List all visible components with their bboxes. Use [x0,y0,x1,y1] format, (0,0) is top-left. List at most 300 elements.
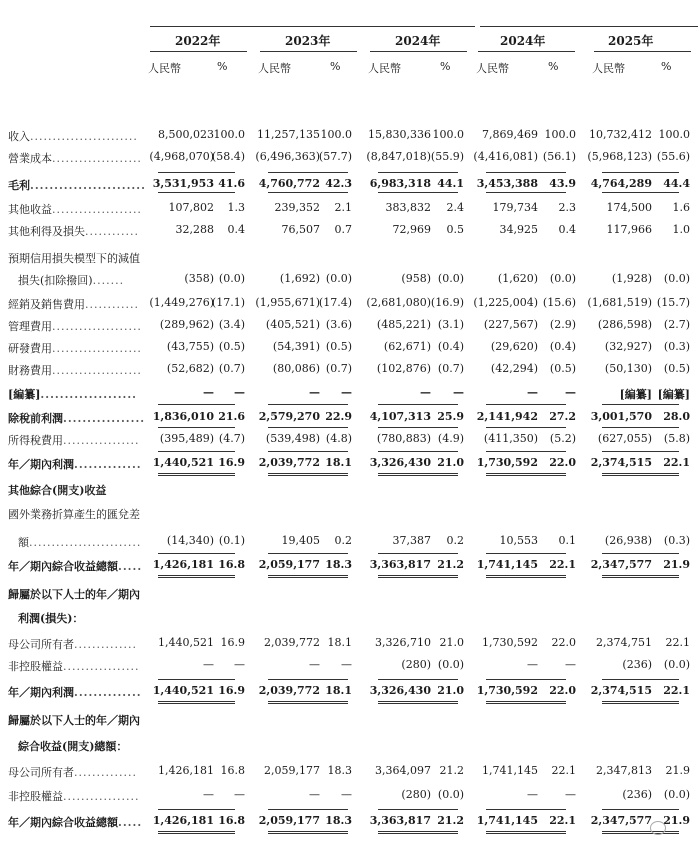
table-cell: (0.4) [549,340,576,353]
table-cell: (4.9) [437,432,464,445]
single-rule [205,553,235,554]
single-rule [318,192,348,193]
table-cell: — [527,386,538,399]
table-cell: 22.1 [551,764,576,777]
double-rule [318,473,348,476]
table-cell: (0.0) [663,272,690,285]
table-cell: (3.1) [437,318,464,331]
row-label: 其他收益.................... [8,203,142,216]
table-cell: 2.4 [446,201,464,214]
double-rule [318,831,348,834]
double-rule [205,831,235,834]
table-cell: 0.1 [558,534,576,547]
row-label: 歸屬於以下人士的年／期內 [8,714,140,727]
table-cell: (6,496,363) [255,150,320,163]
table-cell: 22.0 [551,636,576,649]
double-rule [428,575,458,578]
table-cell: 0.4 [227,223,245,236]
table-cell: (62,671) [383,340,431,353]
table-cell: 3,531,953 [152,177,214,190]
table-cell: (43,755) [166,340,214,353]
table-cell: 10,732,412 [589,128,652,141]
year-rule-2 [370,51,467,52]
table-cell: 34,925 [499,223,538,236]
single-rule [318,172,348,173]
table-cell: — [203,658,214,671]
table-cell: 19,405 [281,534,320,547]
single-rule [649,427,679,428]
table-cell: 41.6 [218,177,245,190]
row-label: 歸屬於以下人士的年／期內 [8,588,140,601]
currency-header-0: 人民幣 [148,62,181,75]
single-rule [205,427,235,428]
currency-header-3: 人民幣 [476,62,509,75]
table-cell: — [309,788,320,801]
row-label: 經銷及銷售費用............ [8,298,139,311]
table-cell: 3,326,710 [375,636,431,649]
table-cell: (539,498) [265,432,320,445]
table-cell: 18.3 [325,558,352,571]
table-cell: (0.3) [663,340,690,353]
table-cell: 239,352 [274,201,320,214]
table-cell: (3.6) [325,318,352,331]
table-cell: — [309,386,320,399]
row-label: 損失(扣除撥回)....... [18,274,125,287]
table-cell: (4.8) [325,432,352,445]
table-cell: 2.3 [558,201,576,214]
table-cell: (286,598) [597,318,652,331]
table-cell: 21.0 [437,456,464,469]
row-label: 非控股權益................. [8,790,140,803]
table-cell: 0.7 [334,223,352,236]
table-cell: 16.9 [218,684,245,697]
table-cell: 1,440,521 [152,456,214,469]
row-label: 毛利........................ [8,179,146,192]
table-cell: 2,374,515 [590,684,652,697]
single-rule [318,553,348,554]
table-cell: (17.1) [211,296,245,309]
table-cell: (5,968,123) [587,150,652,163]
table-cell: 2,039,772 [258,684,320,697]
double-rule [428,831,458,834]
table-cell: — [565,658,576,671]
table-cell: (0.0) [437,788,464,801]
table-cell: (1,681,519) [587,296,652,309]
table-cell: 27.2 [549,410,576,423]
single-rule [318,427,348,428]
table-cell: 21.9 [663,814,690,827]
table-cell: 18.1 [325,684,352,697]
single-rule [205,451,235,452]
single-rule [428,172,458,173]
table-cell: (1,955,671) [255,296,320,309]
single-rule [536,451,566,452]
table-cell: 18.3 [325,814,352,827]
table-cell: (958) [401,272,431,285]
row-label: 年／期內綜合收益總額..... [8,816,143,829]
single-rule [428,427,458,428]
table-cell: (2.9) [549,318,576,331]
table-cell: 37,387 [392,534,431,547]
table-cell: 22.0 [549,456,576,469]
table-cell: 2,059,177 [264,764,320,777]
table-cell: — [234,658,245,671]
table-cell: 18.3 [327,764,352,777]
table-cell: 44.4 [663,177,690,190]
pct-header-3: % [548,60,559,73]
watermark-icon [650,821,666,835]
row-label: 財務費用.................... [8,364,142,377]
single-rule [205,404,235,405]
table-cell: — [203,788,214,801]
year-header-3: 2024年 [500,34,546,48]
double-rule [649,701,679,704]
table-cell: (52,682) [166,362,214,375]
table-cell: 76,507 [281,223,320,236]
double-rule [205,575,235,578]
table-cell: 1,440,521 [152,684,214,697]
row-label: 利潤(損失)： [18,612,84,625]
pct-header-0: % [217,60,228,73]
single-rule [428,451,458,452]
table-cell: (58.4) [211,150,245,163]
table-cell: 21.9 [663,558,690,571]
table-cell: — [565,788,576,801]
row-label: 除稅前利潤................. [8,412,146,425]
double-rule [536,831,566,834]
table-cell: (3.4) [218,318,245,331]
table-cell: (0.7) [325,362,352,375]
table-cell: 0.4 [558,223,576,236]
table-cell: 1.6 [672,201,690,214]
table-cell: — [453,386,464,399]
table-cell: 16.8 [218,814,245,827]
table-cell: — [527,658,538,671]
row-label: 年／期內利潤.............. [8,686,142,699]
single-rule [428,809,458,810]
table-cell: 2,347,577 [590,814,652,827]
double-rule [536,575,566,578]
table-cell: 21.2 [439,764,464,777]
row-label: 母公司所有者.............. [8,638,137,651]
table-cell: 16.8 [218,558,245,571]
table-cell: 1,440,521 [158,636,214,649]
single-rule [649,404,679,405]
row-label: 研發費用.................... [8,342,142,355]
table-cell: (395,489) [159,432,214,445]
header-rule-year [150,26,475,27]
table-cell: (5.8) [663,432,690,445]
table-cell: 1,741,145 [476,558,538,571]
row-label: 管理費用.................... [8,320,142,333]
single-rule [205,172,235,173]
year-header-4: 2025年 [608,34,654,48]
table-cell: (405,521) [265,318,320,331]
single-rule [649,172,679,173]
single-rule [318,404,348,405]
table-cell: (0.7) [218,362,245,375]
row-label: [編纂].................... [8,388,138,401]
table-cell: 2,579,270 [258,410,320,423]
single-rule [649,192,679,193]
table-cell: (0.3) [663,534,690,547]
table-cell: — [565,386,576,399]
table-cell: 3,001,570 [590,410,652,423]
table-cell: 16.8 [220,764,245,777]
table-cell: 32,288 [175,223,214,236]
table-cell: 25.9 [437,410,464,423]
row-label: 非控股權益................. [8,660,140,673]
year-header-2: 2024年 [395,34,441,48]
table-cell: 22.1 [549,814,576,827]
table-cell: (0.5) [663,362,690,375]
watermark [650,820,669,835]
table-cell: — [341,658,352,671]
table-cell: 16.9 [220,636,245,649]
table-cell: (0.0) [437,658,464,671]
table-cell: 4,107,313 [369,410,431,423]
currency-header-1: 人民幣 [258,62,291,75]
double-rule [536,701,566,704]
single-rule [318,451,348,452]
table-cell: (102,876) [376,362,431,375]
table-cell: 107,802 [168,201,214,214]
table-cell: (0.5) [549,362,576,375]
table-cell: 1,741,145 [482,764,538,777]
table-cell: 44.1 [437,177,464,190]
single-rule [536,809,566,810]
double-rule [428,701,458,704]
table-cell: 2,059,177 [258,558,320,571]
table-cell: 179,734 [492,201,538,214]
table-cell: (4,968,070) [149,150,214,163]
table-cell: 2,374,515 [590,456,652,469]
table-cell: — [341,788,352,801]
table-cell: 18.1 [325,456,352,469]
table-cell: 0.5 [446,223,464,236]
table-cell: (15.6) [542,296,576,309]
table-cell: 1.0 [672,223,690,236]
row-label: 綜合收益(開支)總額： [18,740,128,753]
row-label: 額......................... [18,536,142,549]
table-cell: — [309,658,320,671]
table-cell: 2,347,813 [596,764,652,777]
table-cell: 4,760,772 [258,177,320,190]
table-cell: 2,141,942 [476,410,538,423]
table-cell: 7,869,469 [482,128,538,141]
table-cell: 100.0 [658,128,690,141]
currency-header-2: 人民幣 [368,62,401,75]
table-cell: 21.0 [437,684,464,697]
table-cell: 100.0 [544,128,576,141]
single-rule [536,553,566,554]
table-cell: 2,374,751 [596,636,652,649]
table-cell: 2.1 [334,201,352,214]
table-cell: (280) [401,658,431,671]
table-cell: 22.1 [549,558,576,571]
table-cell: (14,340) [166,534,214,547]
row-label: 其他綜合(開支)收益 [8,484,107,497]
table-cell: — [420,386,431,399]
table-cell: 6,983,318 [369,177,431,190]
table-cell: (1,620) [497,272,538,285]
single-rule [205,809,235,810]
table-cell: 21.0 [439,636,464,649]
single-rule [318,679,348,680]
row-label: 其他利得及損失............ [8,225,139,238]
table-cell: 3,453,388 [476,177,538,190]
row-label: 年／期內利潤.............. [8,458,142,471]
table-cell: (1,449,276) [149,296,214,309]
table-cell: [編纂] [619,388,652,401]
table-cell: (55.6) [656,150,690,163]
table-cell: (0.0) [218,272,245,285]
table-cell: (227,567) [483,318,538,331]
double-rule [318,701,348,704]
table-cell: — [203,386,214,399]
table-cell: (15.7) [656,296,690,309]
table-cell: (780,883) [376,432,431,445]
table-cell: (2.7) [663,318,690,331]
single-rule [649,553,679,554]
single-rule [536,427,566,428]
table-cell: (236) [622,788,652,801]
single-rule [428,192,458,193]
pct-header-2: % [440,60,451,73]
single-rule [205,192,235,193]
table-cell: 16.9 [218,456,245,469]
row-label: 所得稅費用................. [8,434,140,447]
table-cell: (56.1) [542,150,576,163]
table-cell: 3,364,097 [375,764,431,777]
table-cell: (0.5) [325,340,352,353]
single-rule [428,404,458,405]
year-rule-3 [478,51,575,52]
table-cell: (4.7) [218,432,245,445]
table-cell: 1,426,181 [152,814,214,827]
table-cell: (411,350) [483,432,538,445]
single-rule [428,679,458,680]
double-rule [205,473,235,476]
table-cell: 1,426,181 [158,764,214,777]
double-rule [318,575,348,578]
year-rule-0 [150,51,247,52]
table-cell: (289,962) [159,318,214,331]
table-cell: 15,830,336 [368,128,431,141]
single-rule [536,404,566,405]
table-cell: 1,730,592 [482,636,538,649]
table-cell: 383,832 [385,201,431,214]
table-cell: (57.7) [318,150,352,163]
table-cell: 42.3 [325,177,352,190]
table-cell: (80,086) [272,362,320,375]
table-cell: 28.0 [663,410,690,423]
header-rule-six [480,26,698,27]
table-cell: (627,055) [597,432,652,445]
table-cell: 1,730,592 [476,456,538,469]
table-cell: (5.2) [549,432,576,445]
table-cell: (1,225,004) [473,296,538,309]
double-rule [536,473,566,476]
table-cell: 1,836,010 [152,410,214,423]
table-cell: (32,927) [604,340,652,353]
table-cell: (8,847,018) [366,150,431,163]
single-rule [649,679,679,680]
table-cell: 21.2 [437,558,464,571]
pct-header-1: % [330,60,341,73]
table-cell: — [234,788,245,801]
table-cell: 1,426,181 [152,558,214,571]
table-cell: [編纂] [657,388,690,401]
double-rule [649,473,679,476]
table-cell: 3,363,817 [369,814,431,827]
table-cell: 100.0 [320,128,352,141]
table-cell: 22.1 [665,636,690,649]
table-cell: 21.6 [218,410,245,423]
table-cell: 11,257,135 [257,128,320,141]
double-rule [649,575,679,578]
single-rule [536,192,566,193]
single-rule [318,809,348,810]
pct-header-4: % [661,60,672,73]
table-cell: 2,039,772 [264,636,320,649]
table-cell: 21.2 [437,814,464,827]
table-cell: 72,969 [392,223,431,236]
single-rule [205,679,235,680]
table-cell: 1,730,592 [476,684,538,697]
table-cell: 10,553 [499,534,538,547]
table-cell: 100.0 [213,128,245,141]
table-cell: (0.0) [325,272,352,285]
year-rule-1 [260,51,357,52]
single-rule [536,172,566,173]
table-cell: (1,928) [611,272,652,285]
row-label: 母公司所有者.............. [8,766,137,779]
table-cell: 117,966 [606,223,652,236]
year-header-1: 2023年 [285,34,331,48]
table-cell: 8,500,023 [158,128,214,141]
table-cell: 2,347,577 [590,558,652,571]
table-cell: 3,326,430 [369,456,431,469]
table-cell: 21.9 [665,764,690,777]
table-cell: (1,692) [279,272,320,285]
table-cell: (280) [401,788,431,801]
table-cell: (0.0) [549,272,576,285]
table-cell: 2,059,177 [258,814,320,827]
table-cell: (236) [622,658,652,671]
table-cell: (2,681,080) [366,296,431,309]
table-cell: 3,363,817 [369,558,431,571]
table-cell: 3,326,430 [369,684,431,697]
table-cell: (4,416,081) [473,150,538,163]
table-cell: (0.1) [218,534,245,547]
table-cell: (17.4) [318,296,352,309]
table-cell: (50,130) [604,362,652,375]
single-rule [428,553,458,554]
table-cell: (485,221) [376,318,431,331]
table-cell: (55.9) [430,150,464,163]
table-cell: (0.5) [218,340,245,353]
single-rule [649,809,679,810]
table-cell: 4,764,289 [590,177,652,190]
table-cell: (16.9) [430,296,464,309]
year-header-0: 2022年 [175,34,221,48]
table-cell: 22.1 [663,684,690,697]
currency-header-4: 人民幣 [592,62,625,75]
table-cell: 1,741,145 [476,814,538,827]
row-label: 營業成本.................... [8,152,142,165]
row-label: 收入........................ [8,130,138,143]
